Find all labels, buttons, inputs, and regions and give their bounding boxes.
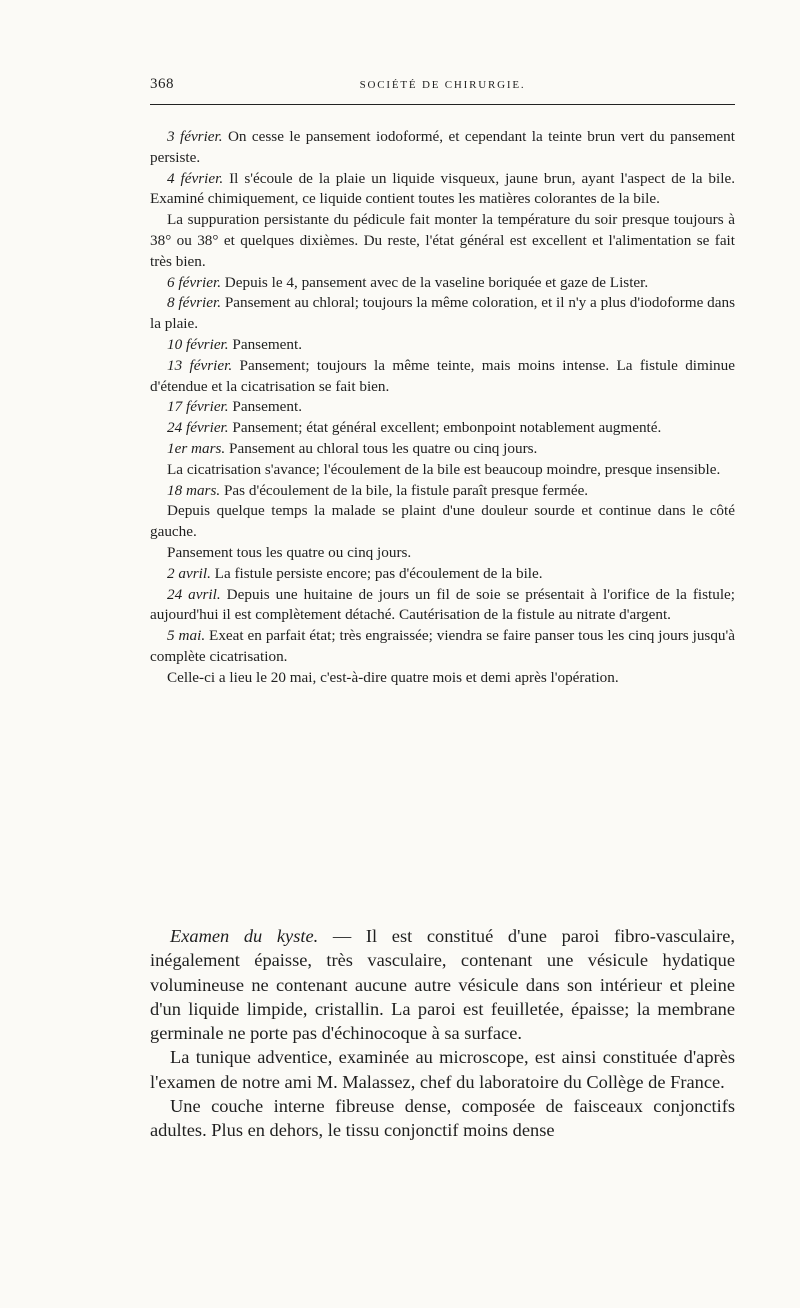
paragraph-text: La tunique adventice, examinée au microscope, est ainsi constituée d'après l'examen de notre ami M. Malassez, chef du laboratoire du Collège de France. — [150, 1047, 735, 1092]
entry-text: Exeat en parfait état; très engraissée; viendra se faire panser tous les cinq jours jusqu'à complète cicatrisation. — [150, 627, 735, 665]
page-number: 368 — [150, 76, 174, 92]
entry-date: 2 avril. — [167, 564, 211, 582]
journal-entry — [150, 543, 735, 564]
entry-text: Pas d'écoulement de la bile, la fistule paraît presque fermée. — [220, 481, 589, 499]
entry-date: 13 février. — [167, 356, 233, 374]
journal-entry — [150, 668, 735, 689]
journal-entry — [150, 564, 735, 585]
journal-entry — [150, 127, 735, 169]
entry-date: 24 avril. — [167, 585, 221, 603]
journal-entry — [150, 293, 735, 335]
journal-entry — [150, 335, 735, 356]
section-title: Examen du kyste. — [170, 926, 319, 946]
entry-text: La cicatrisation s'avance; l'écoulement de la bile est beaucoup moindre, presque insensible. — [167, 460, 721, 478]
entry-date: 4 février. — [167, 169, 224, 187]
journal-entry — [150, 460, 735, 481]
entry-text: La fistule persiste encore; pas d'écoulement de la bile. — [210, 564, 543, 582]
entry-text: Pansement; état général excellent; embonpoint notablement augmenté. — [228, 419, 662, 437]
paragraph-text: Une couche interne fibreuse dense, composée de faisceaux conjonctifs adultes. Plus en dehors, le tissu conjonctif moins dense — [150, 1096, 735, 1141]
journal-entry — [150, 356, 735, 398]
body-paragraph — [150, 924, 735, 1045]
journal-entry — [150, 169, 735, 211]
entry-date: 17 février. — [167, 398, 229, 416]
journal-entry — [150, 481, 735, 502]
body-paragraph — [150, 1094, 735, 1143]
entry-text: Pansement; toujours la même teinte, mais moins intense. La fistule diminue d'étendue et la cicatrisation se fait bien. — [150, 356, 735, 395]
header-rule — [150, 104, 735, 105]
entry-date: 10 février. — [167, 335, 229, 353]
journal-entry — [150, 273, 735, 294]
entry-date: 24 février. — [167, 419, 229, 437]
entry-date: 8 février. — [167, 294, 222, 312]
entry-date: 18 mars. — [167, 481, 221, 499]
journal-entry — [150, 585, 735, 627]
entry-text: Celle-ci a lieu le 20 mai, c'est-à-dire quatre mois et demi après l'opération. — [167, 668, 619, 686]
cyst-examination-section — [150, 924, 735, 1143]
clinical-journal — [150, 127, 735, 689]
journal-entry — [150, 626, 735, 668]
entry-date: 1er mars. — [167, 439, 226, 457]
entry-text: Pansement. — [228, 398, 302, 416]
page-header — [150, 76, 735, 102]
entry-text: Depuis une huitaine de jours un fil de soie se présentait à l'orifice de la fistule; aujourd'hui il est complètement détaché. Cautérisation de la fistule au nitrate d'argent. — [150, 585, 735, 624]
journal-entry — [150, 439, 735, 460]
entry-text: Pansement tous les quatre ou cinq jours. — [167, 543, 412, 561]
body-paragraph — [150, 1045, 735, 1094]
entry-text: Il s'écoule de la plaie un liquide visqueux, jaune brun, ayant l'aspect de la bile. Examiné chimiquement, ce liquide contient toutes les matières colorantes de la bile. — [150, 169, 735, 208]
entry-date: 3 février. — [167, 128, 223, 145]
entry-date: 5 mai. — [167, 627, 206, 645]
journal-entry — [150, 501, 735, 543]
journal-entry — [150, 418, 735, 439]
running-head: SOCIÉTÉ DE CHIRURGIE. — [359, 79, 526, 91]
entry-text: On cesse le pansement iodoformé, et cependant la teinte brun vert du pansement persiste. — [150, 128, 735, 166]
entry-text: La suppuration persistante du pédicule fait monter la température du soir presque toujours à 38° ou 38° et quelques dixièmes. Du reste, l'état général est excellent et l'alimentation se fait très bien. — [150, 211, 735, 270]
entry-text: Pansement au chloral tous les quatre ou cinq jours. — [225, 439, 538, 457]
entry-text: Depuis quelque temps la malade se plaint d'une douleur sourde et continue dans le côté gauche. — [150, 502, 735, 541]
journal-entry — [150, 397, 735, 418]
paragraph-text: — Il est constitué d'une paroi fibro-vasculaire, inégalement épaisse, très vasculaire, contenant une vésicule hydatique volumineuse ne contenant aucune autre vésicule dans son intérieur et pleine d'un liquide limpide, cristallin. La paroi est feuilletée, épaisse; la membrane germinale ne porte pas d'échinocoque à sa surface. — [150, 926, 735, 1044]
entry-text: Depuis le 4, pansement avec de la vaseline boriquée et gaze de Lister. — [221, 273, 649, 291]
entry-text: Pansement. — [228, 335, 302, 353]
entry-text: Pansement au chloral; toujours la même coloration, et il n'y a plus d'iodoforme dans la plaie. — [150, 294, 735, 333]
journal-entry — [150, 210, 735, 272]
entry-date: 6 février. — [167, 273, 221, 291]
